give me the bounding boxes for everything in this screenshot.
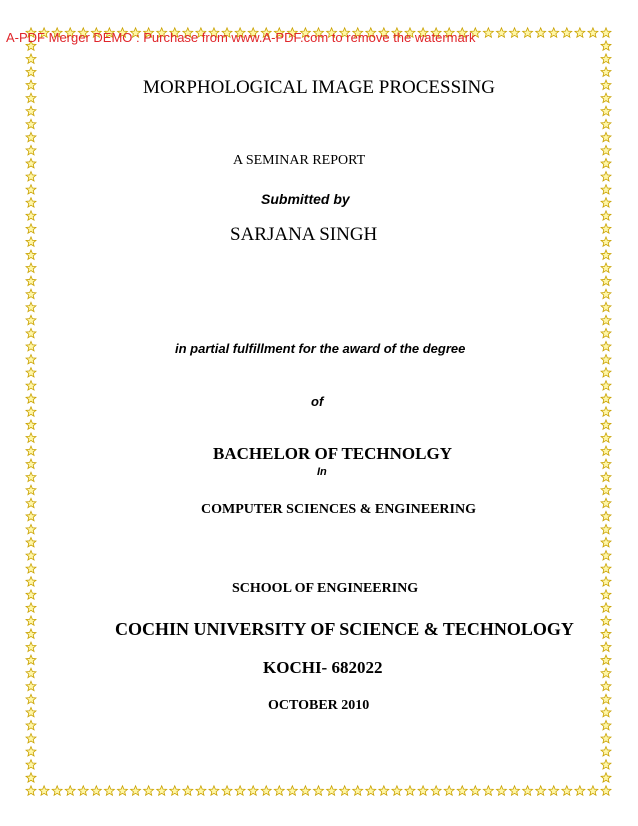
star-icon bbox=[26, 577, 36, 586]
city-pincode: KOCHI- 682022 bbox=[263, 658, 383, 677]
star-icon bbox=[340, 786, 350, 795]
star-icon bbox=[26, 106, 36, 115]
star-icon bbox=[536, 28, 546, 37]
star-icon bbox=[26, 119, 36, 128]
star-icon bbox=[601, 289, 611, 298]
star-icon bbox=[26, 198, 36, 207]
star-icon bbox=[78, 786, 88, 795]
star-icon bbox=[549, 786, 559, 795]
star-icon bbox=[287, 786, 297, 795]
star-icon bbox=[26, 446, 36, 455]
branch-name: COMPUTER SCIENCES & ENGINEERING bbox=[201, 502, 476, 517]
star-icon bbox=[366, 786, 376, 795]
star-icon bbox=[26, 185, 36, 194]
star-icon bbox=[536, 786, 546, 795]
star-icon bbox=[601, 407, 611, 416]
star-icon bbox=[601, 681, 611, 690]
star-icon bbox=[601, 41, 611, 50]
star-icon bbox=[601, 773, 611, 782]
star-icon bbox=[314, 786, 324, 795]
star-icon bbox=[601, 54, 611, 63]
star-icon bbox=[26, 524, 36, 533]
star-icon bbox=[26, 537, 36, 546]
star-icon bbox=[26, 172, 36, 181]
star-icon bbox=[26, 511, 36, 520]
star-icon bbox=[601, 485, 611, 494]
in-label: In bbox=[317, 466, 327, 478]
of-label: of bbox=[311, 394, 324, 409]
star-icon bbox=[601, 315, 611, 324]
star-icon bbox=[601, 224, 611, 233]
star-icon bbox=[601, 145, 611, 154]
star-icon bbox=[483, 28, 493, 37]
star-icon bbox=[26, 681, 36, 690]
star-icon bbox=[26, 224, 36, 233]
star-icon bbox=[601, 368, 611, 377]
star-icon bbox=[601, 263, 611, 272]
star-icon bbox=[601, 106, 611, 115]
star-icon bbox=[418, 786, 428, 795]
star-icon bbox=[601, 786, 611, 795]
star-icon bbox=[26, 472, 36, 481]
star-icon bbox=[601, 132, 611, 141]
star-icon bbox=[26, 616, 36, 625]
star-icon bbox=[601, 420, 611, 429]
star-icon bbox=[392, 786, 402, 795]
star-icon bbox=[601, 577, 611, 586]
star-icon bbox=[601, 185, 611, 194]
star-icon bbox=[601, 381, 611, 390]
star-icon bbox=[26, 237, 36, 246]
star-icon bbox=[601, 642, 611, 651]
star-icon bbox=[601, 655, 611, 664]
star-icon bbox=[170, 786, 180, 795]
star-icon bbox=[26, 773, 36, 782]
report-type: A SEMINAR REPORT bbox=[233, 153, 366, 168]
star-icon bbox=[26, 485, 36, 494]
star-icon bbox=[601, 747, 611, 756]
star-icon bbox=[601, 668, 611, 677]
star-icon bbox=[26, 250, 36, 259]
star-icon bbox=[26, 655, 36, 664]
star-icon bbox=[601, 590, 611, 599]
star-icon bbox=[601, 537, 611, 546]
star-icon bbox=[26, 368, 36, 377]
star-icon bbox=[575, 28, 585, 37]
star-icon bbox=[26, 394, 36, 403]
star-icon bbox=[523, 28, 533, 37]
star-icon bbox=[26, 289, 36, 298]
star-icon bbox=[601, 250, 611, 259]
star-icon bbox=[26, 747, 36, 756]
star-icon bbox=[601, 341, 611, 350]
star-icon bbox=[300, 786, 310, 795]
star-icon bbox=[601, 459, 611, 468]
star-icon bbox=[144, 786, 154, 795]
submitted-by-label: Submitted by bbox=[261, 191, 350, 207]
star-icon bbox=[588, 786, 598, 795]
star-icon bbox=[26, 694, 36, 703]
star-icon bbox=[601, 707, 611, 716]
star-icon bbox=[183, 786, 193, 795]
degree-name: BACHELOR OF TECHNOLGY bbox=[213, 444, 452, 463]
star-icon bbox=[575, 786, 585, 795]
star-icon bbox=[601, 498, 611, 507]
star-icon bbox=[26, 668, 36, 677]
star-icon bbox=[562, 28, 572, 37]
star-icon bbox=[26, 642, 36, 651]
star-icon bbox=[65, 786, 75, 795]
star-icon bbox=[601, 237, 611, 246]
star-icon bbox=[26, 629, 36, 638]
fulfillment-text: in partial fulfillment for the award of the degree bbox=[175, 341, 466, 356]
star-icon bbox=[601, 760, 611, 769]
star-icon bbox=[601, 511, 611, 520]
star-icon bbox=[379, 786, 389, 795]
star-icon bbox=[39, 786, 49, 795]
star-icon bbox=[26, 734, 36, 743]
star-icon bbox=[26, 355, 36, 364]
star-icon bbox=[118, 786, 128, 795]
star-icon bbox=[261, 786, 271, 795]
school-name: SCHOOL OF ENGINEERING bbox=[232, 581, 419, 596]
star-icon bbox=[26, 263, 36, 272]
star-icon bbox=[157, 786, 167, 795]
star-icon bbox=[562, 786, 572, 795]
star-icon bbox=[601, 276, 611, 285]
star-icon bbox=[209, 786, 219, 795]
star-icon bbox=[601, 446, 611, 455]
star-icon bbox=[405, 786, 415, 795]
star-icon bbox=[601, 564, 611, 573]
star-icon bbox=[601, 119, 611, 128]
star-icon bbox=[26, 381, 36, 390]
star-icon bbox=[104, 786, 114, 795]
star-icon bbox=[26, 315, 36, 324]
star-icon bbox=[26, 302, 36, 311]
university-name: COCHIN UNIVERSITY OF SCIENCE & TECHNOLOGY bbox=[115, 619, 574, 639]
star-icon bbox=[497, 28, 507, 37]
star-icon bbox=[470, 786, 480, 795]
star-icon bbox=[131, 786, 141, 795]
star-icon bbox=[444, 786, 454, 795]
star-icon bbox=[601, 302, 611, 311]
star-icon bbox=[601, 198, 611, 207]
star-icon bbox=[26, 459, 36, 468]
star-icon bbox=[457, 786, 467, 795]
star-icon bbox=[52, 786, 62, 795]
star-icon bbox=[26, 420, 36, 429]
star-icon bbox=[497, 786, 507, 795]
star-icon bbox=[26, 211, 36, 220]
star-icon bbox=[91, 786, 101, 795]
star-icon bbox=[601, 551, 611, 560]
star-icon bbox=[26, 498, 36, 507]
star-icon bbox=[353, 786, 363, 795]
star-icon bbox=[601, 629, 611, 638]
star-icon bbox=[510, 786, 520, 795]
star-icon bbox=[26, 276, 36, 285]
star-icon bbox=[510, 28, 520, 37]
star-icon bbox=[248, 786, 258, 795]
star-icon bbox=[601, 355, 611, 364]
star-icon bbox=[601, 720, 611, 729]
star-icon bbox=[196, 786, 206, 795]
watermark-banner[interactable]: A-PDF Merger DEMO : Purchase from www.A-PDF.com to remove the watermark bbox=[6, 30, 476, 45]
star-icon bbox=[26, 158, 36, 167]
star-icon bbox=[523, 786, 533, 795]
star-icon bbox=[26, 564, 36, 573]
star-icon bbox=[222, 786, 232, 795]
star-icon bbox=[601, 616, 611, 625]
star-icon bbox=[601, 433, 611, 442]
star-icon bbox=[26, 720, 36, 729]
star-icon bbox=[601, 694, 611, 703]
star-icon bbox=[549, 28, 559, 37]
star-icon bbox=[431, 786, 441, 795]
star-icon bbox=[26, 67, 36, 76]
author-name: SARJANA SINGH bbox=[230, 224, 378, 245]
star-icon bbox=[26, 341, 36, 350]
star-icon bbox=[601, 211, 611, 220]
report-title: MORPHOLOGICAL IMAGE PROCESSING bbox=[143, 77, 495, 98]
star-icon bbox=[601, 524, 611, 533]
star-icon bbox=[601, 603, 611, 612]
star-icon bbox=[483, 786, 493, 795]
star-icon bbox=[26, 760, 36, 769]
star-icon bbox=[601, 172, 611, 181]
star-icon bbox=[26, 132, 36, 141]
star-icon bbox=[26, 54, 36, 63]
star-icon bbox=[601, 734, 611, 743]
star-icon bbox=[588, 28, 598, 37]
star-icon bbox=[26, 145, 36, 154]
star-icon bbox=[26, 786, 36, 795]
star-icon bbox=[26, 407, 36, 416]
star-icon bbox=[601, 472, 611, 481]
star-icon bbox=[327, 786, 337, 795]
star-icon bbox=[601, 67, 611, 76]
star-icon bbox=[26, 590, 36, 599]
star-icon bbox=[26, 707, 36, 716]
star-icon bbox=[26, 433, 36, 442]
star-icon bbox=[601, 328, 611, 337]
star-icon bbox=[274, 786, 284, 795]
star-icon bbox=[26, 328, 36, 337]
star-icon bbox=[601, 394, 611, 403]
report-date: OCTOBER 2010 bbox=[268, 698, 370, 713]
star-icon bbox=[235, 786, 245, 795]
star-icon bbox=[26, 603, 36, 612]
star-icon bbox=[601, 28, 611, 37]
star-icon bbox=[26, 551, 36, 560]
star-icon bbox=[601, 158, 611, 167]
